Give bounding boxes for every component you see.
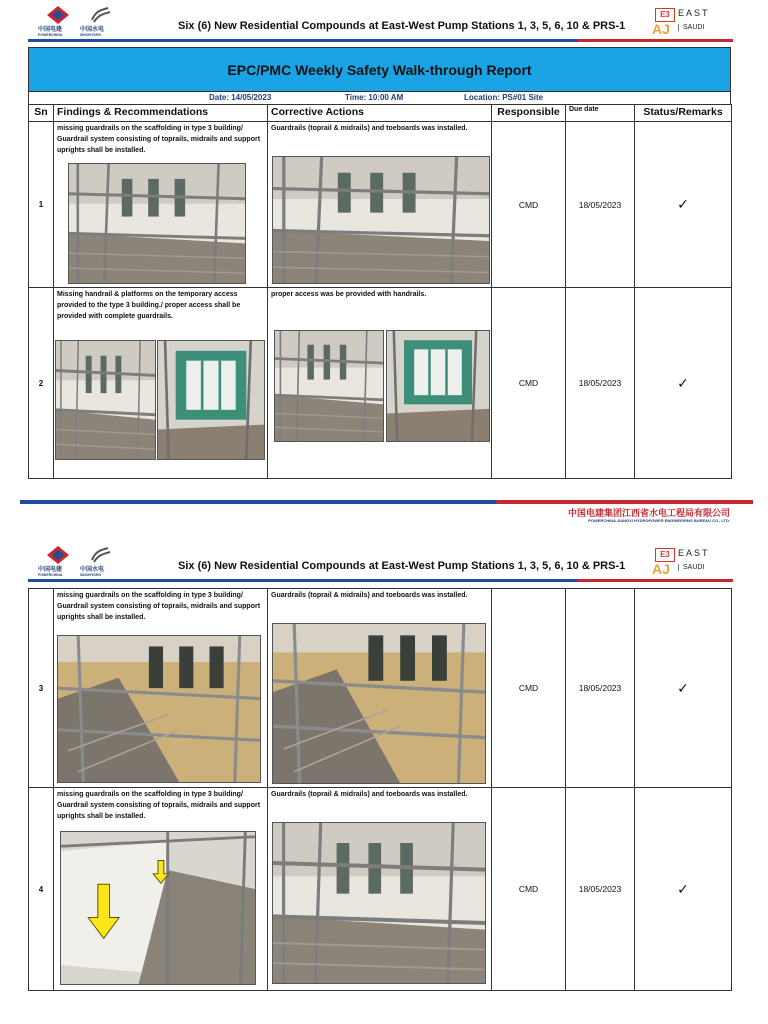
east-word: EAST [678,8,710,18]
east-word: EAST [678,548,710,558]
row-responsible: CMD [492,589,566,788]
table-header-row [29,105,732,122]
report-meta [28,92,731,104]
action-photo [272,156,490,284]
col-responsible: Responsible [492,105,566,122]
sinohydro-logo [80,6,122,38]
scaffold-photo-image [273,823,485,983]
powerchina-diamond-icon [47,546,69,564]
powerchina-cn-text: 中国电建 [38,27,63,33]
row-sn: 4 [29,788,54,991]
table-row [29,589,732,788]
table-row [29,288,732,479]
scaffold-photo-image [61,832,255,984]
finding-photo [60,831,256,985]
row-action-cell [268,788,492,991]
row-sn: 3 [29,589,54,788]
e3-box: E3 [655,548,675,562]
aj-east-logo [652,8,714,38]
scaffold-photo-image [273,157,489,283]
project-title: Six (6) New Residential Compounds at East-West Pump Stations 1, 3, 5, 6, 10 & PRS-1 [178,20,626,32]
footer-divider [20,500,753,504]
row-sn: 1 [29,122,54,288]
scaffold-photo-image [58,636,260,782]
powerchina-en-text: POWERCHINA [38,33,63,37]
sinohydro-wave-icon [90,546,112,564]
row-finding-cell [54,589,268,788]
findings-table-page-2 [28,588,732,991]
powerchina-diamond-icon [47,6,69,24]
col-sn: Sn [29,105,54,122]
row-due-date: 18/05/2023 [566,122,635,288]
row-responsible: CMD [492,122,566,288]
row-responsible: CMD [492,288,566,479]
scaffold-photo-image [56,341,155,459]
row-status-check: ✓ [635,122,732,288]
project-title: Six (6) New Residential Compounds at East-West Pump Stations 1, 3, 5, 6, 10 & PRS-1 [178,560,626,572]
scaffold-photo-image [69,164,245,283]
footer-company-en: POWERCHINA JIANGXI HYDROPOWER ENGINEERING BUREAU CO., LTD. [588,518,730,523]
powerchina-logo [38,6,76,38]
table-row [29,788,732,991]
row-finding-cell [54,122,268,288]
sinohydro-wave-icon [90,6,112,24]
sinohydro-cn-text: 中国水电 [80,27,105,33]
page-header [0,0,768,44]
footer-company-cn: 中国电建集团江西省水电工程局有限公司 [567,508,730,518]
powerchina-logo [38,546,76,578]
report-date: Date: 14/05/2023 [209,93,272,102]
col-due-date: Due date [566,105,635,122]
row-finding-cell [54,788,268,991]
table-row [29,122,732,288]
row-action-cell [268,589,492,788]
sinohydro-cn-text: 中国水电 [80,567,105,573]
row-finding-cell [54,288,268,479]
report-time: Time: 10:00 AM [345,93,404,102]
col-findings: Findings & Recommendations [54,105,268,122]
report-page-2 [0,540,768,1024]
findings-table-page-1 [28,104,732,479]
saudi-word: SAUDI [678,564,704,571]
row-action-text: proper access was be provided with handrails. [271,291,427,298]
saudi-word: SAUDI [678,24,704,31]
finding-photo [68,163,246,284]
header-divider [28,39,733,42]
row-action-text: Guardrails (toprail & midrails) and toeboards was installed. [271,791,468,798]
report-location: Location: PS#01 Site [464,93,544,102]
action-photo [272,822,486,984]
row-finding-text: missing guardrails on the scaffolding in type 3 building/ Guardrail system consisting of toprails, midrails and support uprights shall be installed. [57,125,261,154]
sinohydro-en-text: SINOHYDRO [80,33,102,37]
aj-mark: AJ [652,561,670,577]
action-photo [386,330,490,442]
scaffold-photo-image [275,331,383,441]
col-corrective: Corrective Actions [268,105,492,122]
powerchina-en-text: POWERCHINA [38,573,63,577]
sinohydro-en-text: SINOHYDRO [80,573,102,577]
scaffold-photo-image [273,624,485,783]
aj-east-logo [652,548,714,578]
row-responsible: CMD [492,788,566,991]
finding-photo [157,340,265,460]
row-status-check: ✓ [635,589,732,788]
row-action-cell [268,288,492,479]
row-due-date: 18/05/2023 [566,589,635,788]
row-action-cell [268,122,492,288]
finding-photo [57,635,261,783]
sinohydro-logo [80,546,122,578]
row-action-text: Guardrails (toprail & midrails) and toeboards was installed. [271,592,468,599]
row-finding-text: missing guardrails on the scaffolding in type 3 building/ Guardrail system consisting of toprails, midrails and support uprights shall be installed. [57,592,261,621]
row-finding-text: Missing handrail & platforms on the temporary access provided to the type 3 building./ proper access shall be provided with complete guardrails. [57,291,241,320]
row-sn: 2 [29,288,54,479]
report-title: EPC/PMC Weekly Safety Walk-through Report [28,47,731,92]
action-photo [274,330,384,442]
row-action-text: Guardrails (toprail & midrails) and toeboards was installed. [271,125,468,132]
row-status-check: ✓ [635,788,732,991]
aj-mark: AJ [652,21,670,37]
page-header [0,540,768,584]
report-page-1 [0,0,768,500]
row-due-date: 18/05/2023 [566,288,635,479]
action-photo [272,623,486,784]
row-due-date: 18/05/2023 [566,788,635,991]
row-finding-text: missing guardrails on the scaffolding in type 3 building/ Guardrail system consisting of toprails, midrails and support uprights shall be installed. [57,791,261,820]
col-status: Status/Remarks [635,105,732,122]
scaffold-photo-image [158,341,264,459]
finding-photo [55,340,156,460]
powerchina-cn-text: 中国电建 [38,567,63,573]
row-status-check: ✓ [635,288,732,479]
header-divider [28,579,733,582]
scaffold-photo-image [387,331,489,441]
e3-box: E3 [655,8,675,22]
